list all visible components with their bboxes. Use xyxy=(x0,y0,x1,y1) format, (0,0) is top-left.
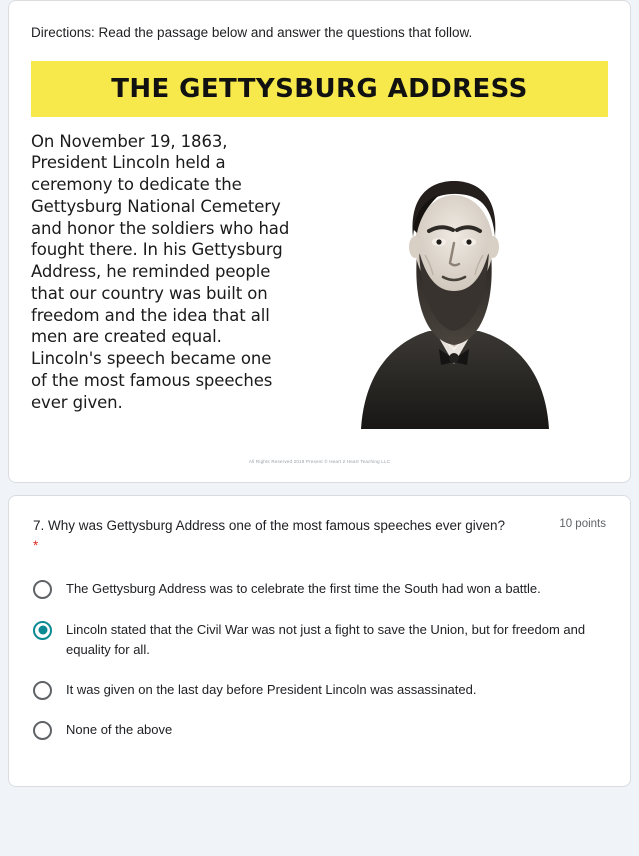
question-card xyxy=(8,495,631,788)
options-list xyxy=(33,579,606,740)
passage-card xyxy=(8,0,631,483)
radio-button-option-1[interactable] xyxy=(33,580,52,599)
passage-banner xyxy=(31,61,608,117)
option-row[interactable] xyxy=(33,579,606,599)
points-value: 10 points xyxy=(559,517,606,530)
question-title xyxy=(33,516,513,558)
copyright-credit: All Rights Reserved 2019 Present © Heart 2 Heart Teaching LLC xyxy=(248,458,391,464)
required-marker: * xyxy=(33,538,39,554)
passage-banner-title: THE GETTYSBURG ADDRESS xyxy=(111,73,528,104)
passage-text: On November 19, 1863, President Lincoln held a ceremony to dedicate the Gettysburg National Cemetery and honor the soldiers who had fought there. In his Gettysburg Address, he reminded people that our country was built on freedom and the idea that all men are created equal. Lincoln's speech became one of the most famous speeches ever given. xyxy=(31,131,290,412)
question-number: 7. xyxy=(33,517,45,533)
option-row[interactable] xyxy=(33,620,606,660)
option-label-4[interactable]: None of the above xyxy=(66,721,173,737)
option-label-2[interactable]: Lincoln stated that the Civil War was not just a fight to save the Union, but for freedom and equality for all. xyxy=(66,621,586,657)
question-header xyxy=(33,516,606,558)
radio-button-option-4[interactable] xyxy=(33,721,52,740)
option-row[interactable] xyxy=(33,680,606,700)
question-text: Why was Gettysburg Address one of the most famous speeches ever given? xyxy=(48,517,506,533)
option-row[interactable] xyxy=(33,720,606,740)
lincoln-portrait xyxy=(301,131,608,429)
passage-body xyxy=(31,131,608,429)
option-label-3[interactable]: It was given on the last day before President Lincoln was assassinated. xyxy=(66,681,477,697)
portrait-illustration xyxy=(347,159,562,429)
option-label-1[interactable]: The Gettysburg Address was to celebrate the first time the South had won a battle. xyxy=(66,581,541,597)
radio-button-option-2[interactable] xyxy=(33,621,52,640)
directions-text: Directions: Read the passage below and answer the questions that follow. xyxy=(31,25,473,40)
radio-button-option-3[interactable] xyxy=(33,681,52,700)
